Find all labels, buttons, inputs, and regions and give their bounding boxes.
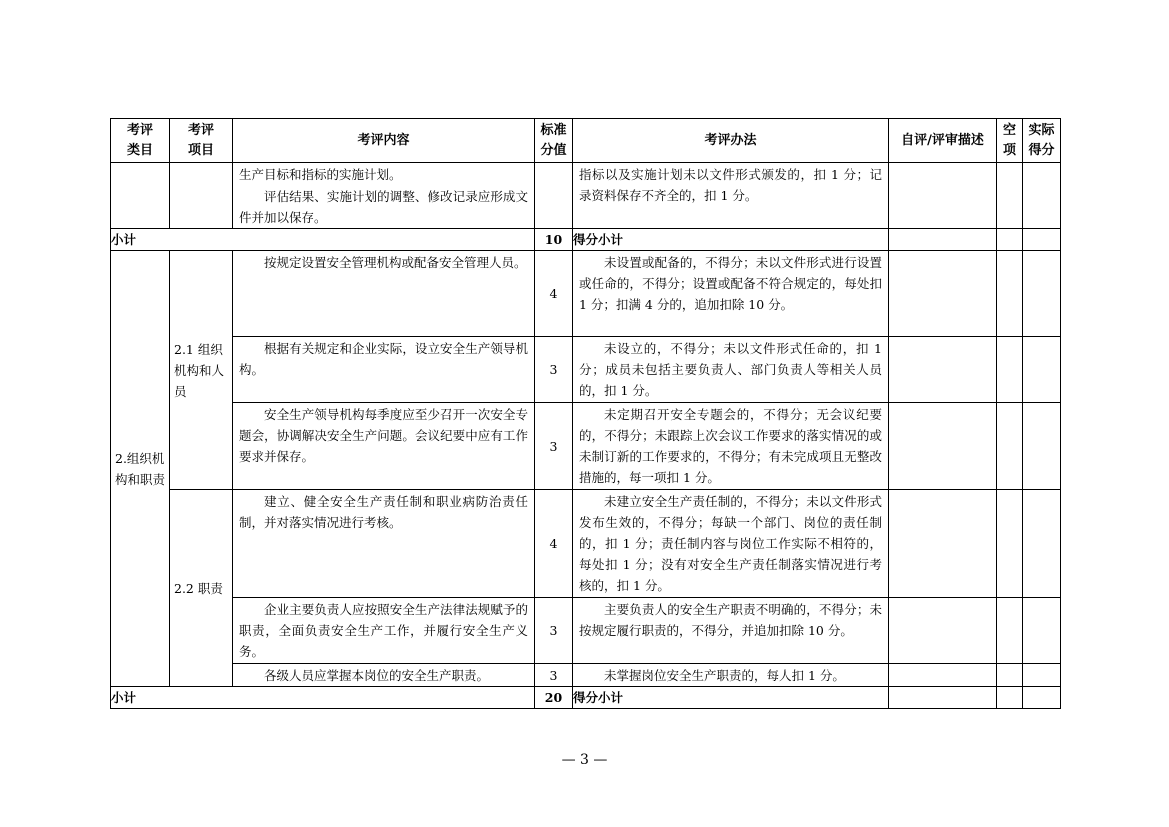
row3-actual-cell <box>1023 403 1061 490</box>
row1-actual-cell <box>1023 251 1061 337</box>
header-category: 考评 类目 <box>111 119 170 163</box>
subtotal-2-score: 20 <box>535 687 573 709</box>
row1-method: 未设置或配备的，不得分；未以文件形式进行设置或任命的，不得分；设置或配备不符合规定的，每处扣 1 分；扣满 4 分的，追加扣除 10 分。 <box>579 255 882 312</box>
row5-method: 主要负责人的安全生产职责不明确的，不得分；未按规定履行职责的，不得分，并追加扣除 10 分。 <box>579 602 882 638</box>
row2-method-cell <box>573 337 889 403</box>
row6-method: 未掌握岗位安全生产职责的，每人扣 1 分。 <box>604 668 845 683</box>
row5-method-cell <box>573 598 889 664</box>
subtotal-row-1 <box>111 229 1061 251</box>
row6-content-cell <box>233 664 535 687</box>
row3-score: 3 <box>535 403 573 490</box>
row2-blank-cell <box>997 337 1023 403</box>
row1-self-review-cell <box>889 251 997 337</box>
subtotal-2-actual-cell <box>1023 687 1061 709</box>
subtotal-1-blank-cell <box>997 229 1023 251</box>
continuation-blank-cell <box>997 163 1023 229</box>
header-blank: 空 项 <box>997 119 1023 163</box>
row5-content: 企业主要负责人应按照安全生产法律法规赋予的职责，全面负责安全生产工作，并履行安全生产义务。 <box>239 602 528 659</box>
section2-row-4 <box>111 490 1061 598</box>
row2-self-review-cell <box>889 337 997 403</box>
row4-method-cell <box>573 490 889 598</box>
row6-actual-cell <box>1023 664 1061 687</box>
row5-self-review-cell <box>889 598 997 664</box>
header-score: 标准 分值 <box>535 119 573 163</box>
evaluation-table <box>110 118 1061 709</box>
header-self-review: 自评/评审描述 <box>889 119 997 163</box>
row4-score: 4 <box>535 490 573 598</box>
continuation-item-cell <box>170 163 233 229</box>
section2-category: 2.组织机构和职责 <box>115 450 166 487</box>
row3-method: 未定期召开安全专题会的，不得分；无会议纪要的，不得分；未跟踪上次会议工作要求的落实情况的或未制订新的工作要求的，不得分；有未完成项且无整改措施的，每一项扣 1 分。 <box>579 407 882 485</box>
row2-content-cell <box>233 337 535 403</box>
row4-content: 建立、健全安全生产责任制和职业病防治责任制，并对落实情况进行考核。 <box>239 494 528 530</box>
row4-content-cell <box>233 490 535 598</box>
header-content: 考评内容 <box>233 119 535 163</box>
row4-actual-cell <box>1023 490 1061 598</box>
continuation-self-review-cell <box>889 163 997 229</box>
row6-self-review-cell <box>889 664 997 687</box>
row5-actual-cell <box>1023 598 1061 664</box>
header-row <box>111 119 1061 163</box>
row4-blank-cell <box>997 490 1023 598</box>
row2-method: 未设立的，不得分；未以文件形式任命的，扣 1 分；成员未包括主要负责人、部门负责人等相关人员的，扣 1 分。 <box>579 341 882 398</box>
continuation-actual-cell <box>1023 163 1061 229</box>
row6-content: 各级人员应掌握本岗位的安全生产职责。 <box>264 668 490 683</box>
continuation-score-cell <box>535 163 573 229</box>
subtotal-1-score: 10 <box>535 229 573 251</box>
row4-self-review-cell <box>889 490 997 598</box>
row3-self-review-cell <box>889 403 997 490</box>
section2-row-3 <box>111 403 1061 490</box>
row3-method-cell <box>573 403 889 490</box>
row2-score: 3 <box>535 337 573 403</box>
row3-content: 安全生产领导机构每季度应至少召开一次安全专题会，协调解决安全生产问题。会议纪要中应有工作要求并保存。 <box>239 407 528 464</box>
row1-content: 按规定设置安全管理机构或配备安全管理人员。 <box>264 255 527 270</box>
header-actual: 实际 得分 <box>1023 119 1061 163</box>
subtotal-2-method-label: 得分小计 <box>573 687 889 709</box>
subtotal-1-label: 小计 <box>111 229 535 251</box>
section2-row-6 <box>111 664 1061 687</box>
row1-content-cell <box>233 251 535 337</box>
subtotal-1-method-label: 得分小计 <box>573 229 889 251</box>
row1-score: 4 <box>535 251 573 337</box>
row3-blank-cell <box>997 403 1023 490</box>
section2-sub2-cell <box>170 490 233 687</box>
row1-method-cell <box>573 251 889 337</box>
section2-sub1-cell <box>170 251 233 490</box>
continuation-content-cell <box>233 163 535 229</box>
row2-content: 根据有关规定和企业实际，设立安全生产领导机构。 <box>239 341 528 377</box>
subtotal-2-blank-cell <box>997 687 1023 709</box>
continuation-method: 指标以及实施计划未以文件形式颁发的，扣 1 分；记录资料保存不齐全的，扣 1 分。 <box>579 167 882 203</box>
row6-score: 3 <box>535 664 573 687</box>
row5-content-cell <box>233 598 535 664</box>
subtotal-2-label: 小计 <box>111 687 535 709</box>
section2-row-2 <box>111 337 1061 403</box>
continuation-content-line2: 评估结果、实施计划的调整、修改记录应形成文件并加以保存。 <box>239 189 528 225</box>
section2-row-5 <box>111 598 1061 664</box>
continuation-content-line1: 生产目标和指标的实施计划。 <box>239 167 402 182</box>
row5-blank-cell <box>997 598 1023 664</box>
continuation-method-cell <box>573 163 889 229</box>
header-method: 考评办法 <box>573 119 889 163</box>
row6-blank-cell <box>997 664 1023 687</box>
section2-category-cell <box>111 251 170 687</box>
row4-method: 未建立安全生产责任制的，不得分；未以文件形式发布生效的，不得分；每缺一个部门、岗位的责任制的，扣 1 分；责任制内容与岗位工作实际不相符的，每处扣 1 分；没有对安全生产责任制落实情况进行考核的，扣 1 分。 <box>579 494 882 593</box>
continuation-category-cell <box>111 163 170 229</box>
row3-content-cell <box>233 403 535 490</box>
section2-sub2-label: 2.2 职责 <box>174 580 223 596</box>
row5-score: 3 <box>535 598 573 664</box>
page-number: — 3 — <box>561 752 608 768</box>
row2-actual-cell <box>1023 337 1061 403</box>
subtotal-1-actual-cell <box>1023 229 1061 251</box>
section2-sub1-label: 2.1 组织机构和人员 <box>174 341 225 399</box>
continuation-row <box>111 163 1061 229</box>
section2-row-1 <box>111 251 1061 337</box>
header-item: 考评 项目 <box>170 119 233 163</box>
subtotal-2-self-review-cell <box>889 687 997 709</box>
row6-method-cell <box>573 664 889 687</box>
row1-blank-cell <box>997 251 1023 337</box>
subtotal-1-self-review-cell <box>889 229 997 251</box>
subtotal-row-2 <box>111 687 1061 709</box>
